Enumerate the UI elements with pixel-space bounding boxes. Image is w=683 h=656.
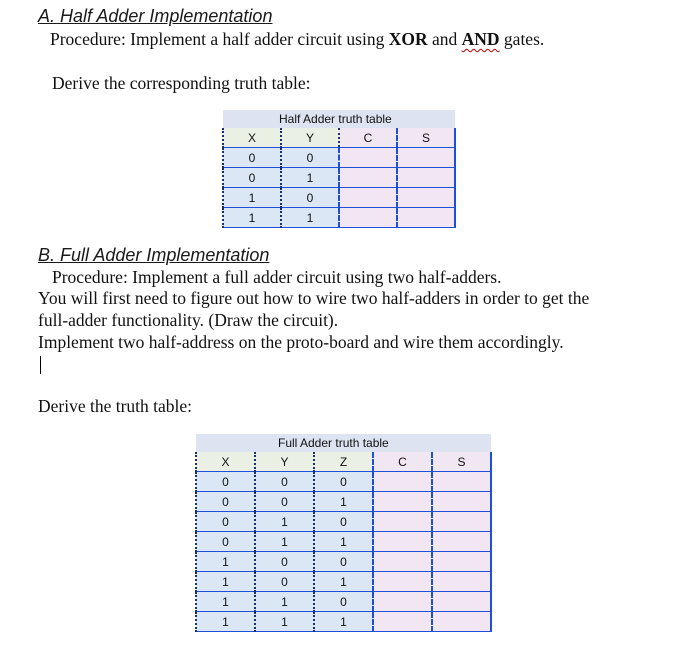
input-cell: 1 [255,592,314,612]
half-adder-truth-table [222,110,456,228]
input-cell: 1 [255,612,314,632]
section-b-line4: Implement two half-address on the proto-board and wire them accordingly. [38,332,564,352]
output-cell[interactable] [432,492,491,512]
input-cell: 1 [223,188,281,208]
procedure-prefix: Procedure: Implement a half adder circuit using [50,29,389,49]
output-cell[interactable] [373,472,432,492]
section-b-line2: You will first need to figure out how to wire two half-adders in order to get the [38,288,590,308]
output-cell[interactable] [432,512,491,532]
input-cell: 0 [314,472,373,492]
section-a-title: A. Half Adder Implementation [38,6,273,26]
header-s: S [397,128,455,148]
input-cell: 0 [255,552,314,572]
table-row [223,208,455,228]
table-header-row [196,452,491,472]
input-cell: 1 [223,208,281,228]
table-caption-text: Full Adder truth table [278,436,389,450]
input-cell: 1 [196,592,255,612]
header-c: C [373,452,432,472]
full-adder-truth-table [195,434,492,632]
input-cell: 0 [281,188,339,208]
table-row [223,188,455,208]
output-cell[interactable] [432,612,491,632]
output-cell[interactable] [373,512,432,532]
table-row [196,532,491,552]
and-keyword: AND [461,29,500,49]
header-z: Z [314,452,373,472]
input-cell: 0 [255,472,314,492]
output-cell[interactable] [373,532,432,552]
output-cell[interactable] [397,148,455,168]
table-row [196,612,491,632]
input-cell: 1 [196,552,255,572]
input-cell: 1 [314,572,373,592]
output-cell[interactable] [373,612,432,632]
table-row [196,552,491,572]
header-x: X [196,452,255,472]
input-cell: 0 [314,552,373,572]
table-caption-text: Half Adder truth table [279,112,392,126]
section-b-derive: Derive the truth table: [38,396,193,416]
output-cell[interactable] [373,592,432,612]
procedure-and-word: and [427,29,462,49]
section-a-procedure [50,29,544,50]
input-cell: 1 [314,492,373,512]
table-row [196,472,491,492]
output-cell[interactable] [339,208,397,228]
output-cell[interactable] [397,168,455,188]
input-cell: 1 [281,168,339,188]
table-row [223,148,455,168]
output-cell[interactable] [373,552,432,572]
procedure-suffix: gates. [499,29,545,49]
output-cell[interactable] [432,552,491,572]
output-cell[interactable] [373,572,432,592]
input-cell: 0 [196,532,255,552]
input-cell: 0 [314,592,373,612]
input-cell: 0 [196,472,255,492]
header-c: C [339,128,397,148]
table-caption [281,110,455,128]
table-row [196,512,491,532]
input-cell: 1 [196,612,255,632]
input-cell: 1 [255,532,314,552]
output-cell[interactable] [397,208,455,228]
xor-keyword: XOR [388,29,428,49]
input-cell: 0 [223,148,281,168]
section-b-procedure: Procedure: Implement a full adder circuit using two half-adders. [52,267,502,287]
output-cell[interactable] [432,532,491,552]
table-caption-row [223,110,455,128]
input-cell: 0 [255,492,314,512]
table-caption [255,434,491,452]
output-cell[interactable] [339,148,397,168]
output-cell[interactable] [432,472,491,492]
input-cell: 1 [314,532,373,552]
header-x: X [223,128,281,148]
table-row [196,492,491,512]
output-cell[interactable] [373,492,432,512]
input-cell: 0 [196,492,255,512]
table-caption-row [196,434,491,452]
output-cell[interactable] [432,592,491,612]
input-cell: 0 [281,148,339,168]
input-cell: 0 [196,512,255,532]
table-row [223,168,455,188]
header-y: Y [281,128,339,148]
output-cell[interactable] [432,572,491,592]
table-row [196,592,491,612]
output-cell[interactable] [339,188,397,208]
text-cursor[interactable] [40,356,41,374]
header-s: S [432,452,491,472]
section-b-line3: full-adder functionality. (Draw the circuit). [38,310,339,330]
input-cell: 1 [196,572,255,592]
input-cell: 0 [314,512,373,532]
section-b-title: B. Full Adder Implementation [38,245,270,265]
input-cell: 1 [255,512,314,532]
section-a-derive: Derive the corresponding truth table: [52,73,311,93]
input-cell: 1 [314,612,373,632]
header-y: Y [255,452,314,472]
input-cell: 1 [281,208,339,228]
table-header-row [223,128,455,148]
input-cell: 0 [223,168,281,188]
input-cell: 0 [255,572,314,592]
table-row [196,572,491,592]
output-cell[interactable] [397,188,455,208]
output-cell[interactable] [339,168,397,188]
